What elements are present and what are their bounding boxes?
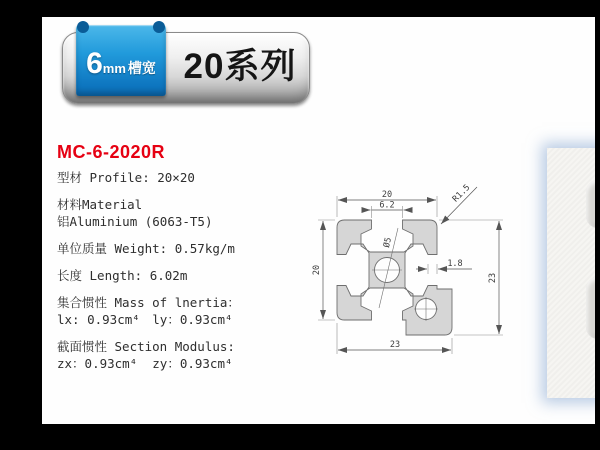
spec-list	[57, 169, 309, 382]
center-hole-label: Ø5	[382, 236, 394, 249]
spec-line: 长度 Length: 6.02m	[57, 268, 188, 283]
spec-group-weight	[57, 240, 309, 257]
spec-group-modulus	[57, 338, 309, 372]
spec-line: lx: 0.93cm⁴ ly：0.93cm⁴	[57, 312, 233, 327]
product-model-title: MC-6-2020R	[57, 142, 166, 162]
spec-group-material	[57, 196, 309, 230]
profile-drawing	[305, 168, 510, 360]
profile-end-shape	[586, 180, 595, 228]
product-photo	[547, 148, 595, 398]
dim-bottom-width-label: 23	[389, 340, 401, 350]
slot-width-ribbon	[76, 25, 166, 96]
lip-thickness-label: 1.8	[447, 259, 463, 269]
spec-line: 截面惯性 Section Modulus:	[57, 339, 235, 354]
spec-line: 材料Material	[57, 197, 143, 212]
dim-right-height-label: 23	[488, 272, 498, 284]
slot-cn-label: 槽宽	[127, 60, 156, 76]
catalog-page	[42, 17, 595, 424]
spec-line: zx：0.93cm⁴ zy：0.93cm⁴	[57, 356, 233, 371]
header-badge	[42, 17, 342, 117]
spec-group-inertia	[57, 294, 309, 328]
profile-end-shape	[586, 277, 595, 339]
profile-outline	[337, 220, 452, 335]
slot-size-label: 6	[86, 47, 103, 80]
dim-slot-width-label: 6.2	[379, 200, 395, 211]
spec-line: 单位质量 Weight: 0.57kg/m	[57, 241, 235, 256]
series-label: 20系列	[183, 47, 297, 86]
dim-left-height-label: 20	[312, 264, 322, 276]
spec-line: 型材 Profile: 20×20	[57, 170, 195, 185]
spec-group-profile	[57, 169, 309, 186]
slot-unit-label: mm	[102, 61, 126, 76]
spec-line: 集合惯性 Mass of lnertia：	[57, 295, 240, 310]
dim-top-width-label: 20	[381, 190, 393, 200]
radius-callout-label: R1.5	[450, 182, 473, 205]
spec-group-length	[57, 267, 309, 284]
ribbon-curl-left-icon	[77, 21, 89, 33]
ribbon-curl-right-icon	[153, 21, 165, 33]
spec-line: 铝Aluminium (6063-T5)	[57, 214, 213, 229]
